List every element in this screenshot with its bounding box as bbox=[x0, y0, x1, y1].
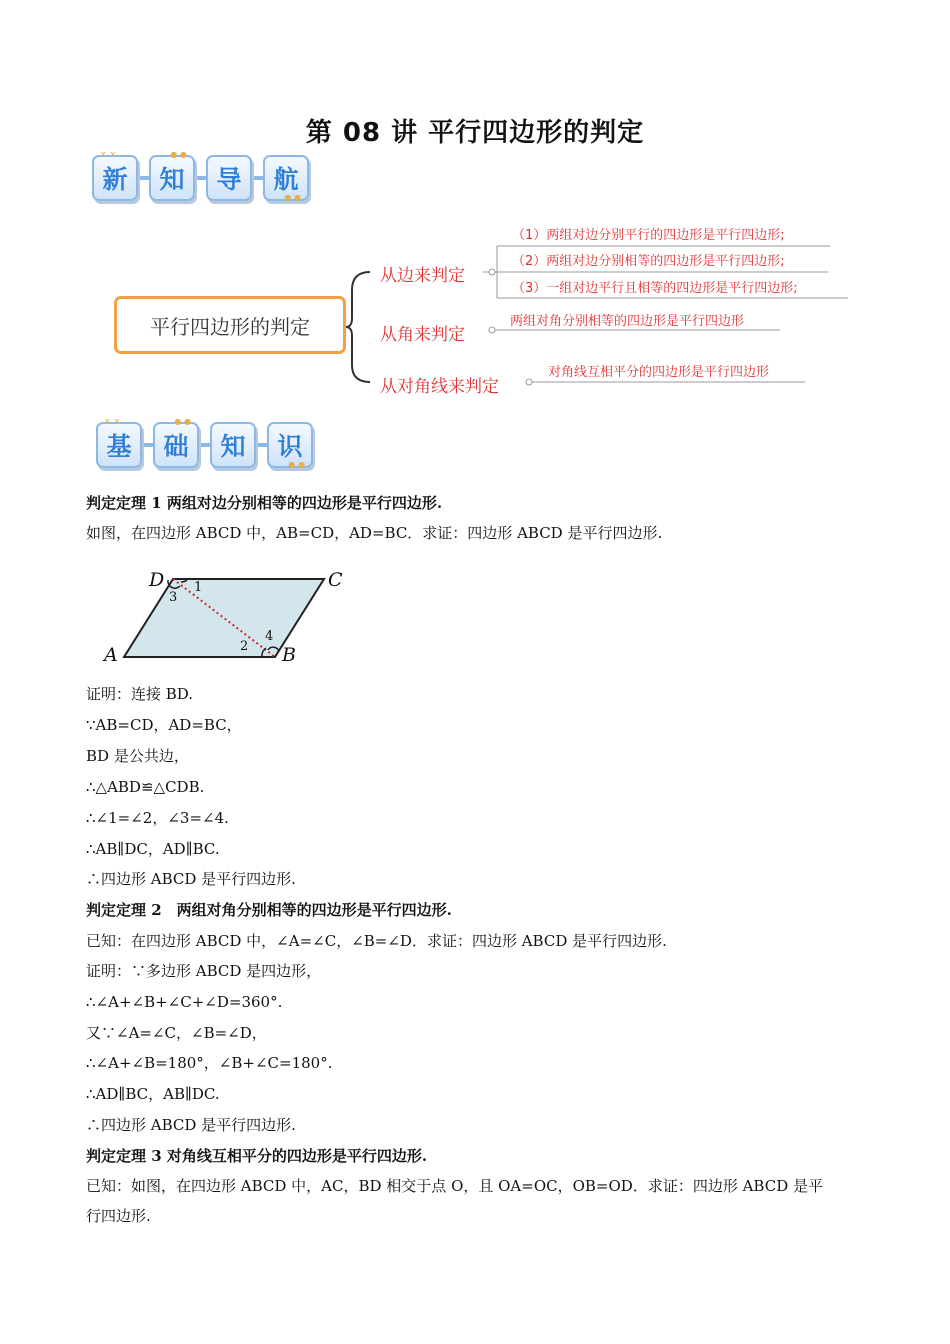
theorem-2-heading: 判定定理 2 两组对角分别相等的四边形是平行四边形. bbox=[86, 901, 452, 919]
mind-map-root: 平行四边形的判定 bbox=[114, 296, 346, 354]
proof-2-line-4: ∴∠A+∠B=180°，∠B+∠C=180°. bbox=[86, 1054, 333, 1072]
proof-1-line-1: 证明：连接 BD. bbox=[86, 685, 194, 703]
proof-2-line-6: ∴四边形 ABCD 是平行四边形. bbox=[86, 1116, 296, 1134]
leaf-angles-1: 两组对角分别相等的四边形是平行四边形 bbox=[510, 314, 745, 329]
proof-1-line-2: ∵AB=CD，AD=BC， bbox=[86, 716, 242, 734]
theorem-1-problem: 如图，在四边形 ABCD 中，AB=CD，AD=BC．求证：四边形 ABCD 是平行四边形. bbox=[86, 524, 663, 542]
vertex-d: D bbox=[149, 569, 165, 591]
vertex-b: B bbox=[282, 644, 296, 666]
branch-sides: 从边来判定 bbox=[380, 266, 465, 286]
angle-label-2: 2 bbox=[240, 639, 249, 654]
badge-basic-1: ✕ ✕ 基 bbox=[96, 422, 142, 468]
theorem-1-heading: 判定定理 1 两组对边分别相等的四边形是平行四边形. bbox=[86, 494, 443, 512]
leaf-sides-1: （1）两组对边分别平行的四边形是平行四边形; bbox=[512, 228, 785, 243]
page-title: 第 08 讲 平行四边形的判定 bbox=[305, 118, 645, 148]
proof-1-line-3: BD 是公共边， bbox=[86, 747, 189, 765]
badge-basic-2: ● ● 础 bbox=[153, 422, 199, 468]
theorem-2-problem: 已知：在四边形 ABCD 中，∠A=∠C，∠B=∠D．求证：四边形 ABCD 是平行四边形. bbox=[86, 932, 667, 950]
badge-nav-4: ● ● 航 bbox=[263, 155, 309, 201]
vertex-a: A bbox=[104, 644, 118, 666]
leaf-diagonals-1: 对角线互相平分的四边形是平行四边形 bbox=[548, 365, 770, 380]
leaf-sides-3: （3）一组对边平行且相等的四边形是平行四边形; bbox=[512, 281, 798, 296]
proof-1-line-7: ∴四边形 ABCD 是平行四边形. bbox=[86, 870, 296, 888]
badge-nav-2: ● ● 知 bbox=[149, 155, 195, 201]
leaf-sides-2: （2）两组对边分别相等的四边形是平行四边形; bbox=[512, 254, 785, 269]
angle-label-1: 1 bbox=[194, 580, 203, 595]
branch-diagonals: 从对角线来判定 bbox=[380, 377, 499, 397]
proof-2-line-3: 又∵∠A=∠C，∠B=∠D， bbox=[86, 1024, 267, 1042]
vertex-c: C bbox=[328, 569, 343, 591]
proof-2-line-5: ∴AD∥BC，AB∥DC. bbox=[86, 1085, 220, 1103]
theorem-3-heading: 判定定理 3 对角线互相平分的四边形是平行四边形. bbox=[86, 1147, 428, 1165]
proof-1-line-4: ∴△ABD≌△CDB. bbox=[86, 778, 205, 796]
branch-angles: 从角来判定 bbox=[380, 325, 465, 345]
badge-basic-4: ● ● 识 bbox=[267, 422, 313, 468]
badge-nav-3: 导 bbox=[206, 155, 252, 201]
proof-2-line-1: 证明：∵多边形 ABCD 是四边形， bbox=[86, 962, 322, 980]
proof-2-line-2: ∴∠A+∠B+∠C+∠D=360°. bbox=[86, 993, 283, 1011]
angle-label-3: 3 bbox=[169, 590, 178, 605]
badge-basic-3: 知 bbox=[210, 422, 256, 468]
badge-nav-1: ✕ ✕ 新 bbox=[92, 155, 138, 201]
proof-1-line-6: ∴AB∥DC，AD∥BC. bbox=[86, 840, 220, 858]
theorem-3-problem-1: 已知：如图，在四边形 ABCD 中，AC，BD 相交于点 O，且 OA=OC，OB=OD．求证：四边形 ABCD 是平 bbox=[86, 1177, 823, 1195]
angle-label-4: 4 bbox=[265, 629, 274, 644]
proof-1-line-5: ∴∠1=∠2，∠3=∠4. bbox=[86, 809, 229, 827]
theorem-3-problem-2: 行四边形. bbox=[86, 1207, 151, 1225]
